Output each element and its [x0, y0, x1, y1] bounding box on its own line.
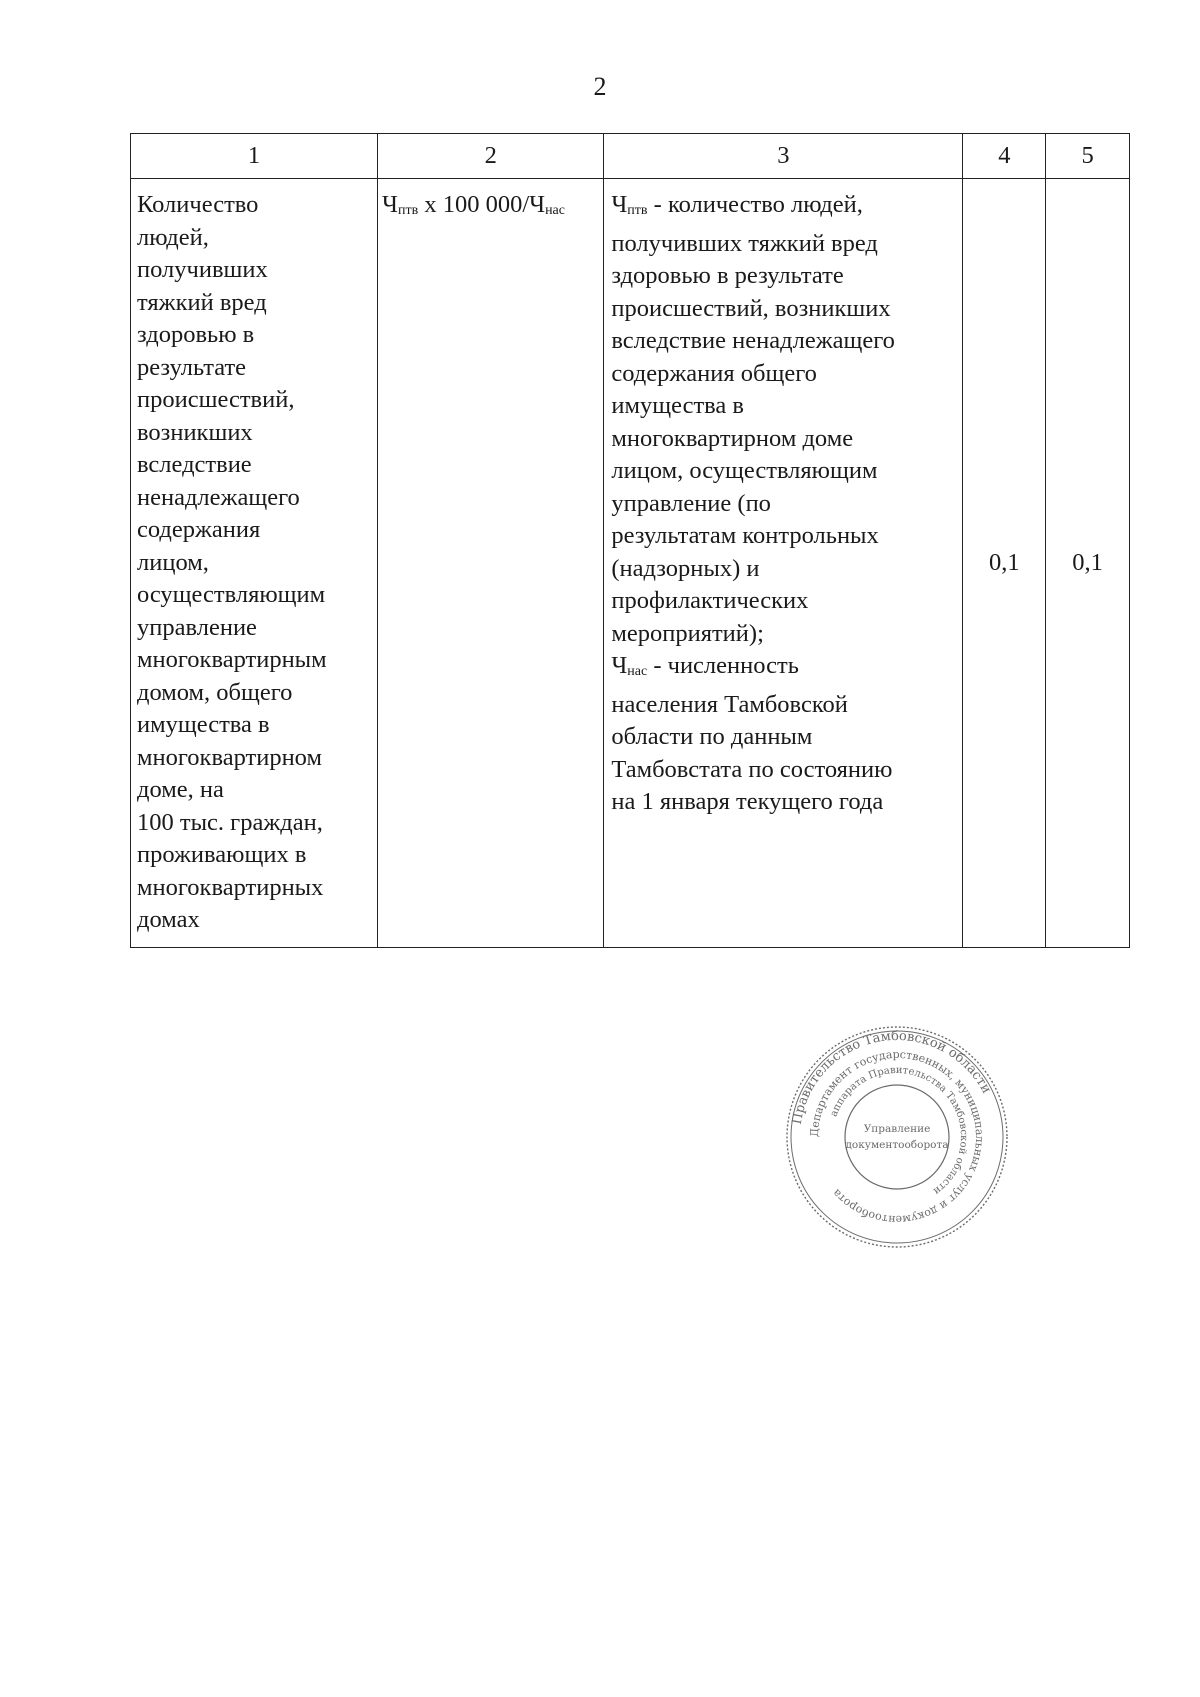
official-stamp — [782, 1022, 1012, 1252]
indicator-table — [130, 133, 1130, 948]
stamp-outer-text: Правительство Тамбовской области — [789, 1028, 994, 1126]
header-col-4: 4 — [963, 134, 1046, 179]
desc-var-1-sub: птв — [627, 203, 648, 218]
page-number: 2 — [593, 72, 607, 101]
formula-var-2-sub: нас — [545, 203, 565, 218]
description-paragraph-1 — [611, 189, 956, 650]
table-header-row — [131, 134, 1130, 179]
desc-text-1: - количество людей, получивших тяжкий вред здоровью в результате происшествий, возникших вследствие ненадлежащего содержания общего имущества в многоквартирном доме лицом, осуществляющим управление (по результатам контрольных (надзорных) и профилактических мероприятий); — [611, 191, 895, 647]
formula-middle: х 100 000/ — [418, 191, 530, 218]
stamp-center-line-2: документооборота — [845, 1139, 949, 1151]
stamp-center-line-1: Управление — [863, 1123, 931, 1135]
value-col-4: 0,1 — [963, 179, 1046, 948]
formula-var-1: Ч — [382, 191, 398, 218]
formula-cell — [378, 179, 604, 948]
value-col-5: 0,1 — [1046, 179, 1130, 948]
desc-var-2-sub: нас — [627, 664, 648, 679]
description-paragraph-2 — [611, 650, 956, 819]
stamp-middle-text: Департамент государственных, муниципальных услуг и документооборота — [807, 1047, 987, 1227]
description-cell — [604, 179, 963, 948]
table-row — [131, 179, 1130, 948]
desc-var-2: Ч — [611, 652, 628, 679]
indicator-text: Количество людей, получивших тяжкий вред здоровью в результате происшествий, возникших вследствие ненадлежащего содержания лицом, осуществляющим управление многоквартирным домом, общего имущества в многоквартирном доме, на 100 тыс. граждан, проживающих в многоквартирных домах — [137, 191, 327, 933]
formula-var-2: Ч — [529, 191, 546, 218]
desc-text-2: - численность населения Тамбовской области по данным Тамбовстата по состоянию на 1 января текущего года — [611, 652, 893, 815]
indicator-cell — [131, 179, 378, 948]
header-col-5: 5 — [1046, 134, 1130, 179]
header-col-1: 1 — [131, 134, 378, 179]
formula-var-1-sub: птв — [397, 203, 419, 218]
stamp-inner-text: аппарата Правительства Тамбовской области — [828, 1064, 970, 1197]
header-col-3: 3 — [604, 134, 963, 179]
stamp-seal — [782, 1022, 1012, 1252]
desc-var-1: Ч — [611, 191, 628, 218]
header-col-2: 2 — [378, 134, 604, 179]
